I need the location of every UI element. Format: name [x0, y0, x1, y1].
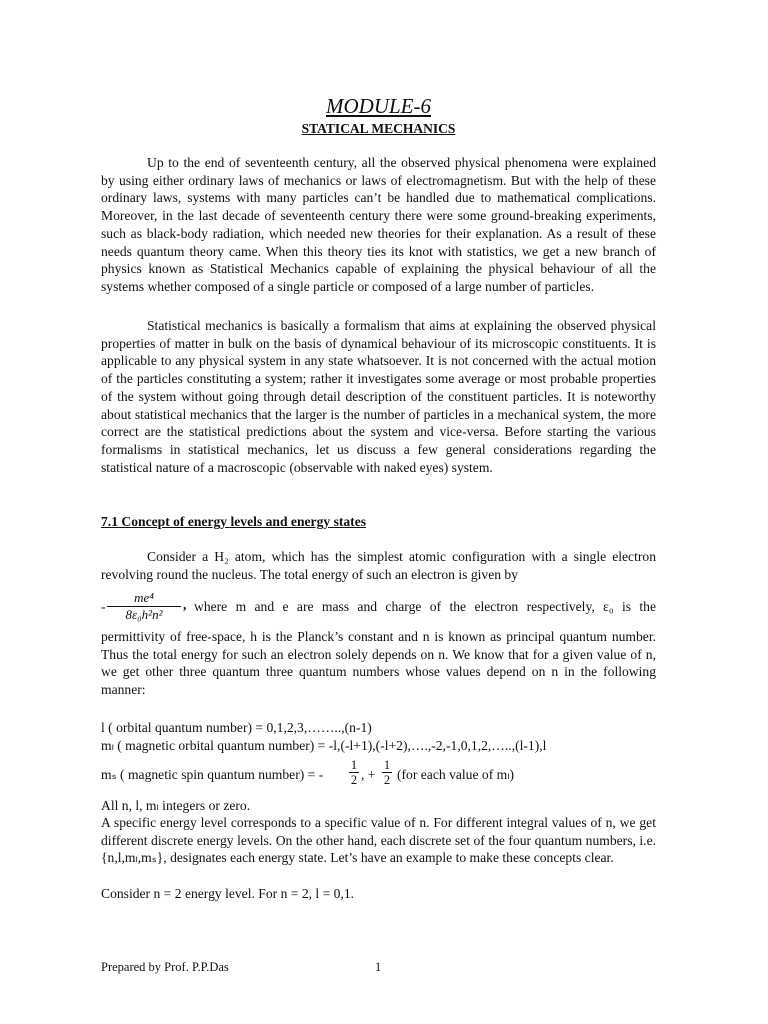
ms-half-den-2: 2	[383, 773, 391, 787]
ms-half-num-1: 1	[350, 758, 358, 772]
formula-numerator: me⁴	[134, 590, 154, 605]
paragraph-intro-text: Up to the end of seventeenth century, all the observed physical phenomena were explained by using either ordinary laws of mechanics or laws of electromagnetism. But with the help of these ordinary laws, systems with many particles can’t be handled due to mathematical complications. Moreover, in the last decade of seventeenth century there were some ground-breaking experiments, such as black-body radiation, which needed new theories for their explanation. As a result of these needs quantum theory came. When this theory ties its knot with statistics, we get a new branch of physics known as Statistical Mechanics capable of explaining the physical behaviour of all the systems whether composed of a single particle or composed of a large number of particles.	[101, 155, 656, 294]
quantum-number-ms	[101, 758, 656, 792]
example-line: Consider n = 2 energy level. For n = 2, l = 0,1.	[101, 886, 355, 901]
page-number: 1	[375, 960, 382, 974]
energy-fraction	[107, 590, 181, 623]
ms-half-negative	[349, 758, 359, 787]
formula-denominator: 8ε₀h²n²	[125, 607, 163, 622]
paragraph-hydrogen	[101, 548, 656, 583]
formula-minus: -	[101, 599, 106, 614]
formula-description: where m and e are mass and charge of the electron respectively, ε₀ is the	[194, 599, 656, 614]
paragraph-statistical-mechanics-text: Statistical mechanics is basically a formalism that aims at explaining the observed physical properties of matter in bulk on the basis of dynamical behaviour of its microscopic constituents. It is applicable to any physical system in any state whatsoever. It is not concerned with the actual motion of the particles constituting a system; rather it investigates some average or most probable properties of the system without going through detail description of the constituent particles. It is noteworthy about statistical mechanics that the larger is the number of particles in a mechanical system, the more correct are the statistical predictions about the system and vice-versa. Before starting the various formalisms in statistical mechanics, let us discuss a few general considerations regarding the statistical nature of a macroscopic (observable with naked eyes) system.	[101, 318, 656, 475]
formula-comma: ,	[183, 597, 187, 612]
ms-suffix: (for each value of mₗ)	[397, 767, 514, 782]
document-subtitle: STATICAL MECHANICS	[301, 121, 456, 136]
paragraph-statistical-mechanics	[101, 317, 656, 476]
ms-half-positive	[382, 758, 392, 787]
paragraph-energy-levels: A specific energy level corresponds to a specific value of n. For different integral values of n, we get different discrete energy levels. On the other hand, each discrete set of the four quantum numbers, i.e. {n,l,mₗ,mₛ}, designates each energy state. Let’s have an example to make these concepts clear.	[101, 815, 656, 866]
ms-half-den-1: 2	[350, 773, 358, 787]
quantum-number-l: l ( orbital quantum number) = 0,1,2,3,……..,(n-1)	[101, 720, 372, 735]
ms-prefix: mₛ ( magnetic spin quantum number) = -	[101, 767, 324, 782]
footer-author: Prepared by Prof. P.P.Das	[101, 960, 229, 974]
paragraph-hydrogen-text: Consider a H₂ atom, which has the simplest atomic configuration with a single electron revolving round the nucleus. The total energy of such an electron is given by	[101, 549, 656, 582]
module-title: MODULE-6	[326, 94, 431, 118]
section-heading: 7.1 Concept of energy levels and energy states	[101, 514, 367, 529]
paragraph-permittivity: permittivity of free-space, h is the Planck’s constant and n is known as principal quantum number. Thus the total energy for such an electron solely depends on n. We know that for a given value of n, we get other three quantum three quantum numbers whose values depend on n in the following manner:	[101, 629, 656, 698]
integer-note: All n, l, mₗ integers or zero.	[101, 798, 251, 813]
quantum-number-ml: mₗ ( magnetic orbital quantum number) = -l,(-l+1),(-l+2),….,-2,-1,0,1,2,…..,(l-1),l	[101, 738, 547, 753]
energy-formula-line	[101, 590, 656, 626]
paragraph-intro	[101, 154, 656, 296]
ms-half-num-2: 1	[383, 758, 391, 772]
ms-mid: , +	[361, 767, 376, 782]
